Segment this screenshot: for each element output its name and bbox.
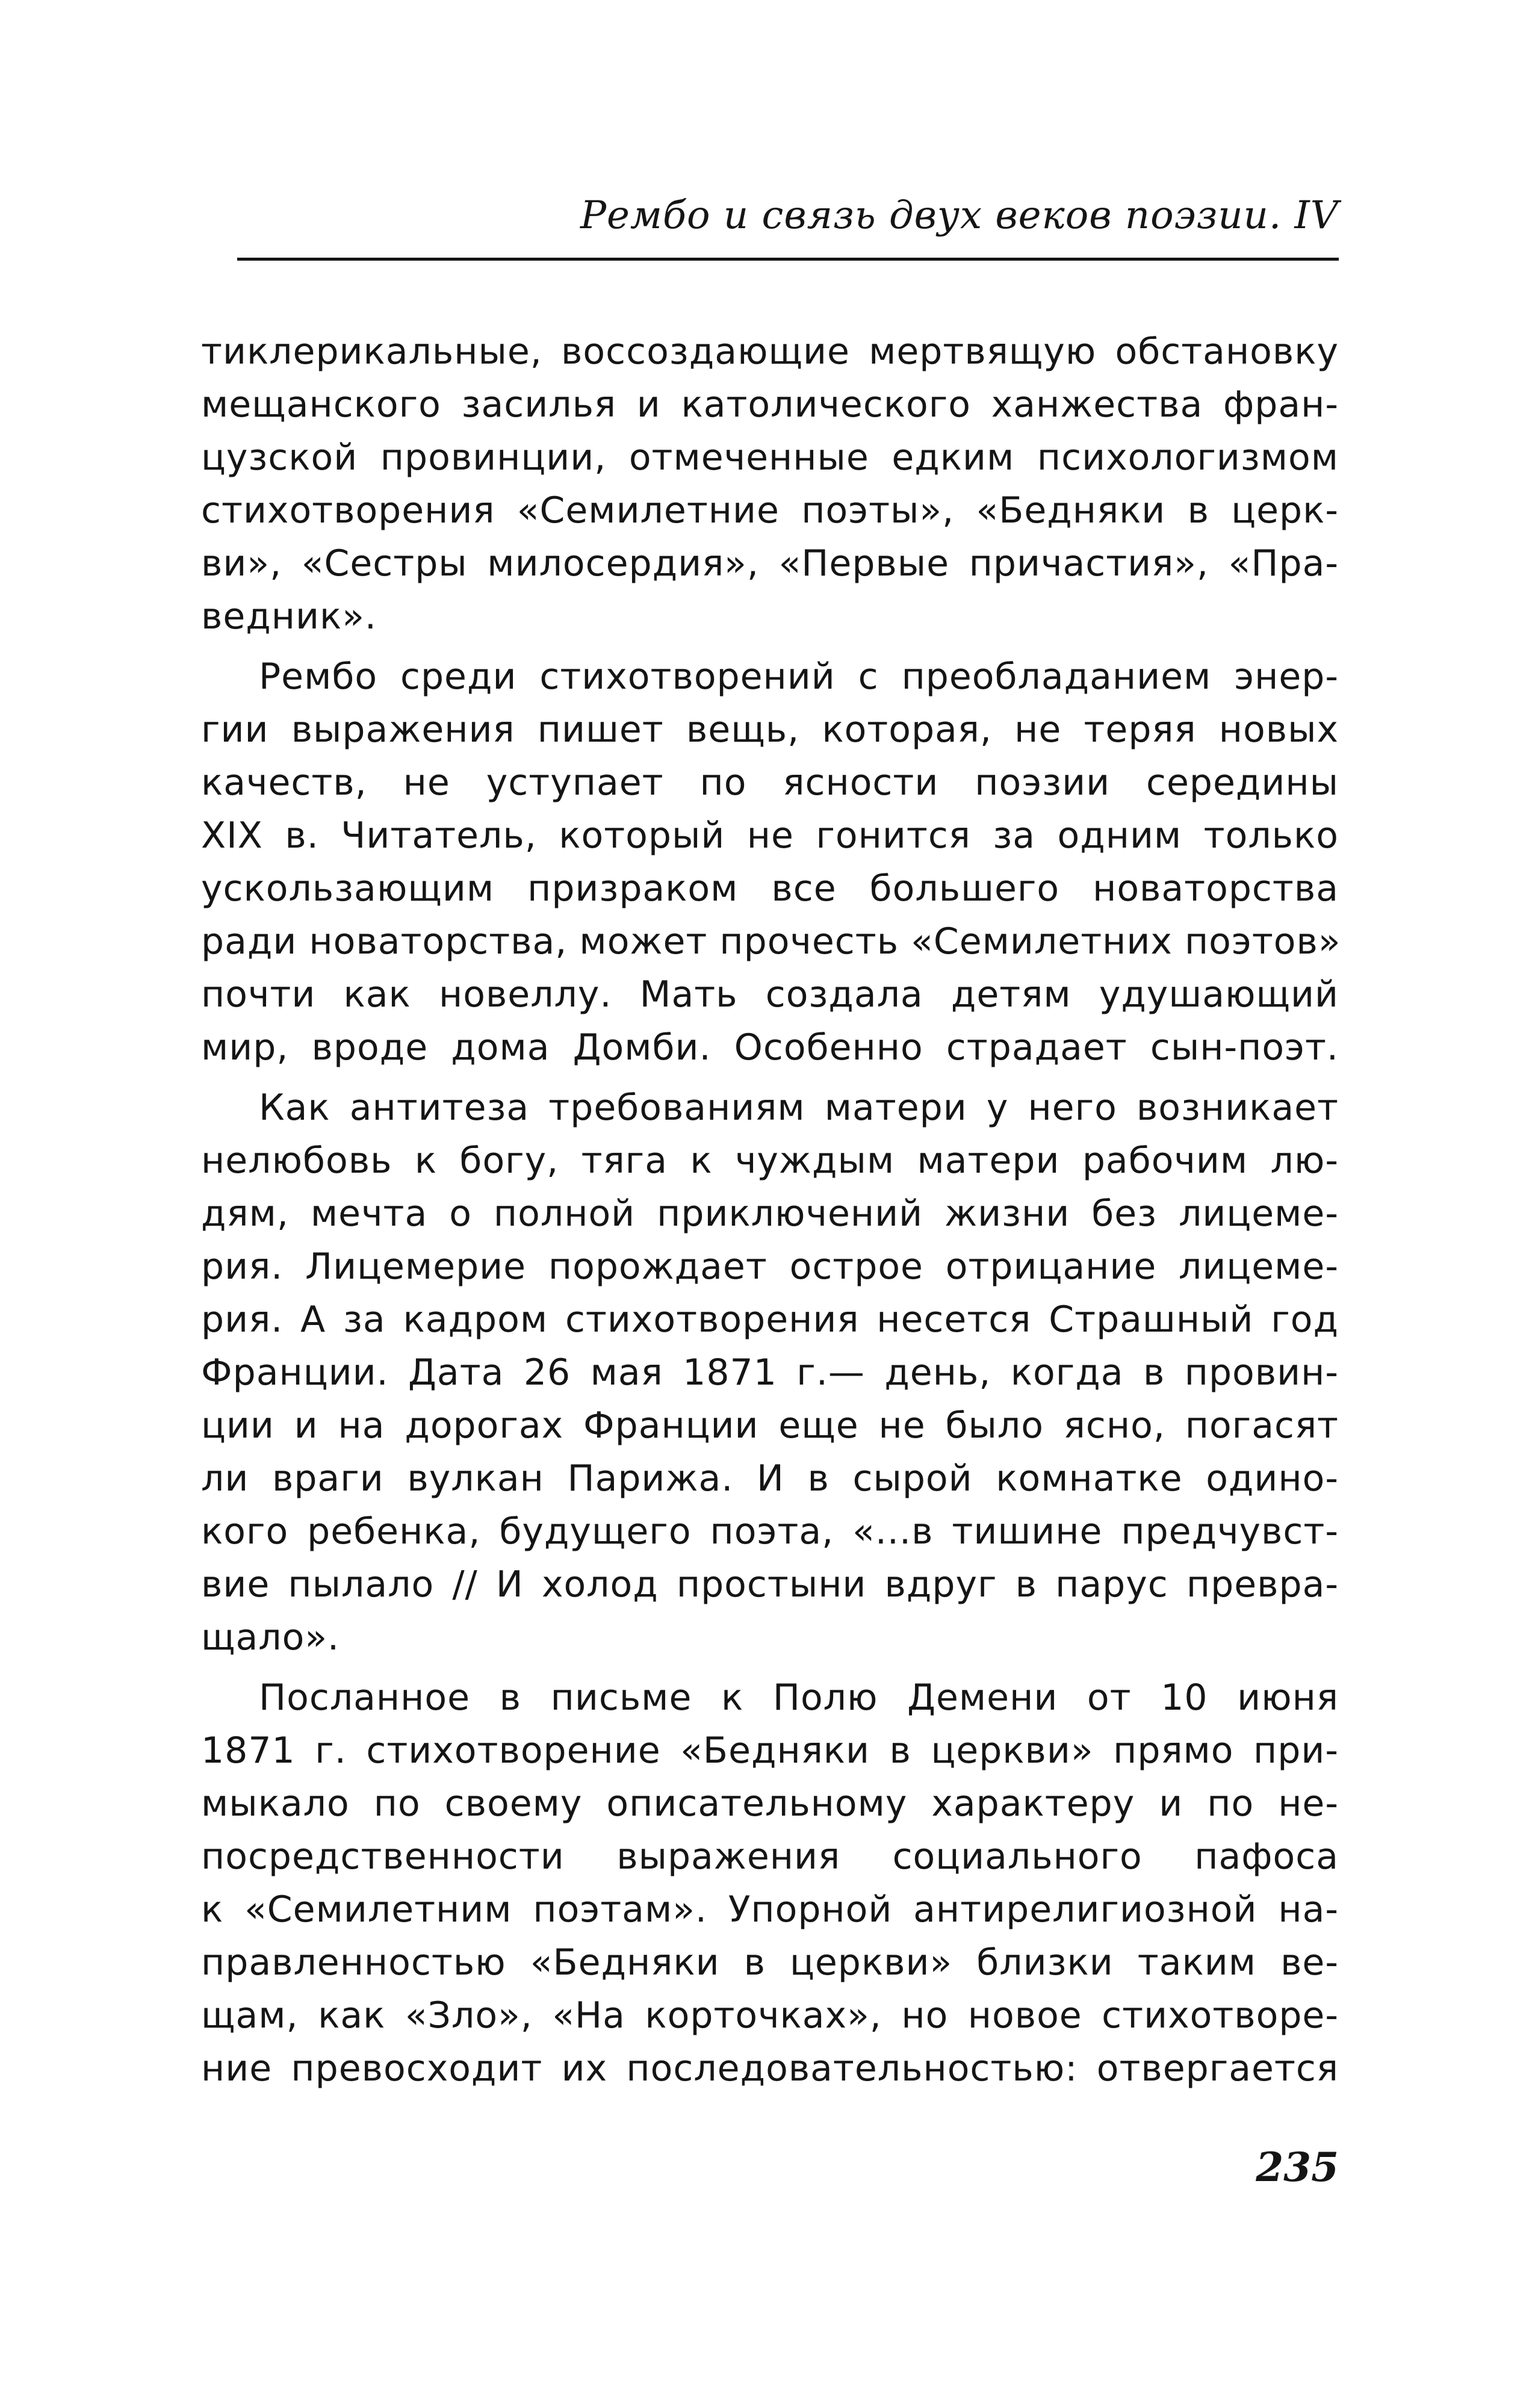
paragraph (201, 650, 1339, 1074)
paragraph-gap (201, 1664, 1339, 1671)
text-line: качеств, не уступает по ясности поэзии середины (201, 762, 1339, 804)
paragraph (201, 325, 1339, 643)
text-line: мир, вроде дома Домби. Особенно страдает сын-поэт. (201, 1026, 1339, 1069)
paragraph-gap (201, 1074, 1339, 1081)
text-line: гии выражения пишет вещь, которая, не теряя новых (201, 709, 1339, 751)
text-line: цузской провинции, отмеченные едким психологизмом (201, 436, 1339, 479)
text-line: ведник». (201, 595, 377, 638)
text-line: нелюбовь к богу, тяга к чуждым матери рабочим лю- (201, 1140, 1339, 1182)
text-line: Посланное в письме к Полю Демени от 10 июня (259, 1677, 1339, 1719)
text-line: дям, мечта о полной приключений жизни без лицеме- (201, 1193, 1339, 1235)
text-line: рия. А за кадром стихотворения несется Страшный год (201, 1299, 1339, 1341)
text-line: тиклерикальные, воссоздающие мертвящую обстановку (201, 330, 1339, 373)
text-line: Рембо среди стихотворений с преобладанием энер- (259, 656, 1339, 698)
text-line: ускользающим призраком все большего новаторства (201, 867, 1339, 910)
text-line: ции и на дорогах Франции еще не было ясно, погасят (201, 1404, 1339, 1447)
text-line: рия. Лицемерие порождает острое отрицание лицеме- (201, 1246, 1339, 1288)
text-line: посредственности выражения социального пафоса (201, 1835, 1339, 1878)
text-line: Франции. Дата 26 мая 1871 г.— день, когда в провин- (201, 1351, 1339, 1394)
page-number: 235 (1256, 2144, 1339, 2191)
text-line: щало». (201, 1616, 340, 1659)
header-rule (237, 258, 1339, 261)
text-line: XIX в. Читатель, который не гонится за одним только (201, 815, 1339, 857)
text-line: ние превосходит их последовательностью: отвергается (201, 2047, 1339, 2090)
text-line: вие пылало // И холод простыни вдруг в парус превра- (201, 1563, 1339, 1606)
body-text (201, 325, 1339, 2095)
text-line: 1871 г. стихотворение «Бедняки в церкви» прямо при- (201, 1730, 1339, 1772)
paragraph-gap (201, 643, 1339, 650)
text-line: Как антитеза требованиям матери у него возникает (259, 1087, 1339, 1129)
text-line: мещанского засилья и католического ханжества фран- (201, 383, 1339, 426)
text-line: мыкало по своему описательному характеру и по не- (201, 1783, 1339, 1825)
text-line: почти как новеллу. Мать создала детям удушающий (201, 973, 1339, 1016)
text-line: ради новаторства, может прочесть «Семилетних поэтов» (201, 920, 1341, 963)
text-line: ли враги вулкан Парижа. И в сырой комнатке одино- (201, 1457, 1339, 1500)
text-line: стихотворения «Семилетние поэты», «Бедняки в церк- (201, 489, 1339, 532)
paragraph (201, 1671, 1339, 2095)
text-line: ви», «Сестры милосердия», «Первые причастия», «Пра- (201, 542, 1339, 585)
running-head: Рембо и связь двух веков поэзии. IV (580, 193, 1339, 238)
text-line: к «Семилетним поэтам». Упорной антирелигиозной на- (201, 1888, 1339, 1931)
paragraph (201, 1081, 1339, 1664)
text-line: правленностью «Бедняки в церкви» близки таким ве- (201, 1941, 1339, 1984)
text-line: щам, как «Зло», «На корточках», но новое стихотворе- (201, 1994, 1339, 2037)
text-line: кого ребенка, будущего поэта, «...в тишине предчувст- (201, 1510, 1339, 1553)
